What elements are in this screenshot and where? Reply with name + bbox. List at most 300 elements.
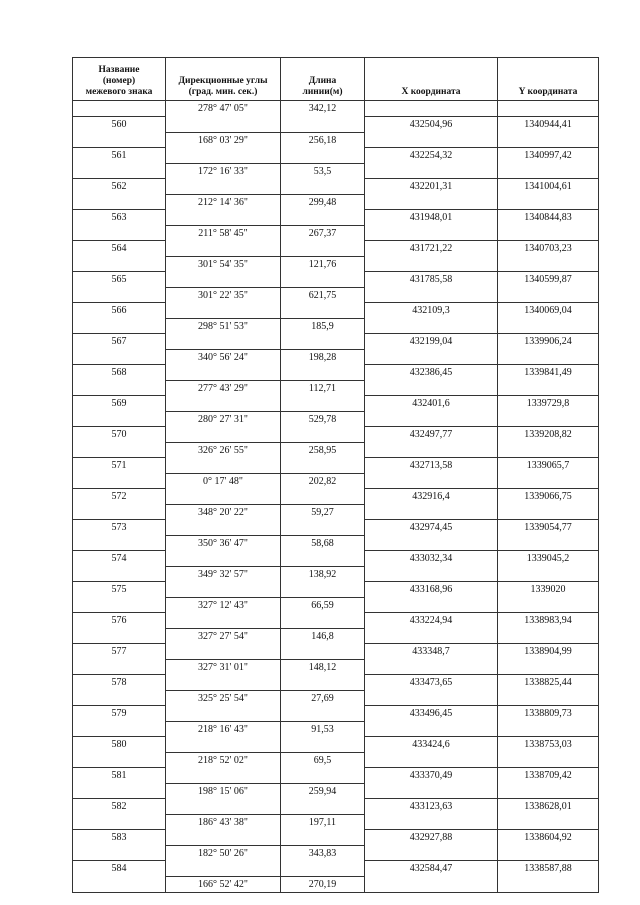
- cell-angle: [166, 427, 281, 443]
- cell-name: [73, 287, 166, 303]
- cell-name: 577: [73, 644, 166, 660]
- cell-name: [73, 380, 166, 396]
- cell-x: [365, 101, 498, 117]
- table-row-segment: [73, 132, 599, 148]
- table-row-segment: [73, 876, 599, 892]
- cell-x: 433224,94: [365, 613, 498, 629]
- cell-y: 1340703,23: [498, 241, 599, 257]
- cell-angle: 301° 54' 35": [166, 256, 281, 272]
- cell-angle: [166, 861, 281, 877]
- table-row-segment: [73, 442, 599, 458]
- cell-x: 432109,3: [365, 303, 498, 319]
- cell-x: [365, 752, 498, 768]
- cell-name: 580: [73, 737, 166, 753]
- cell-length: [281, 489, 365, 505]
- cell-length: 299,48: [281, 194, 365, 210]
- cell-length: [281, 303, 365, 319]
- cell-x: [365, 411, 498, 427]
- cell-length: [281, 861, 365, 877]
- table-row-segment: [73, 628, 599, 644]
- cell-x: 431948,01: [365, 210, 498, 226]
- cell-y: [498, 876, 599, 892]
- table-row-point: [73, 830, 599, 846]
- cell-x: [365, 566, 498, 582]
- cell-y: 1341004,61: [498, 179, 599, 195]
- cell-length: 258,95: [281, 442, 365, 458]
- cell-y: 1339020: [498, 582, 599, 598]
- cell-length: 259,94: [281, 783, 365, 799]
- cell-y: [498, 194, 599, 210]
- cell-x: 432713,58: [365, 458, 498, 474]
- cell-x: 433496,45: [365, 706, 498, 722]
- table-row-segment: [73, 163, 599, 179]
- cell-length: [281, 830, 365, 846]
- cell-angle: 298° 51' 53": [166, 318, 281, 334]
- cell-angle: 198° 15' 06": [166, 783, 281, 799]
- cell-angle: [166, 613, 281, 629]
- cell-length: 148,12: [281, 659, 365, 675]
- table-row-point: [73, 737, 599, 753]
- cell-x: 433168,96: [365, 582, 498, 598]
- cell-name: 567: [73, 334, 166, 350]
- table-row-segment: [73, 690, 599, 706]
- cell-y: 1340997,42: [498, 148, 599, 164]
- cell-angle: 278° 47' 05": [166, 101, 281, 117]
- cell-length: 198,28: [281, 349, 365, 365]
- cell-name: [73, 473, 166, 489]
- table-row-point: [73, 489, 599, 505]
- cell-y: [498, 752, 599, 768]
- cell-x: 432584,47: [365, 861, 498, 877]
- cell-y: [498, 256, 599, 272]
- cell-angle: [166, 179, 281, 195]
- table-row-segment: [73, 752, 599, 768]
- cell-angle: 327° 12' 43": [166, 597, 281, 613]
- cell-x: 432199,04: [365, 334, 498, 350]
- cell-x: 432254,32: [365, 148, 498, 164]
- cell-x: [365, 194, 498, 210]
- cell-angle: [166, 799, 281, 815]
- cell-y: 1339045,2: [498, 551, 599, 567]
- cell-angle: 211° 58' 45": [166, 225, 281, 241]
- cell-name: [73, 659, 166, 675]
- cell-angle: 0° 17' 48": [166, 473, 281, 489]
- cell-name: 576: [73, 613, 166, 629]
- cell-length: 197,11: [281, 814, 365, 830]
- cell-angle: 182° 50' 26": [166, 845, 281, 861]
- cell-name: 579: [73, 706, 166, 722]
- cell-x: 431721,22: [365, 241, 498, 257]
- cell-angle: [166, 520, 281, 536]
- cell-x: 432916,4: [365, 489, 498, 505]
- cell-length: [281, 768, 365, 784]
- cell-length: 185,9: [281, 318, 365, 334]
- cell-length: 270,19: [281, 876, 365, 892]
- cell-x: [365, 659, 498, 675]
- cell-y: [498, 535, 599, 551]
- table-row-segment: [73, 318, 599, 334]
- header-name: Название (номер) межевого знака: [73, 58, 166, 101]
- cell-name: [73, 349, 166, 365]
- cell-y: 1339729,8: [498, 396, 599, 412]
- cell-y: 1339066,75: [498, 489, 599, 505]
- header-y: Y координата: [498, 58, 599, 101]
- cell-y: 1338753,03: [498, 737, 599, 753]
- cell-name: 572: [73, 489, 166, 505]
- table-row-segment: [73, 473, 599, 489]
- table-row-segment: [73, 349, 599, 365]
- cell-angle: 349° 32' 57": [166, 566, 281, 582]
- cell-angle: [166, 458, 281, 474]
- cell-x: [365, 504, 498, 520]
- cell-y: [498, 442, 599, 458]
- table-row-point: [73, 768, 599, 784]
- cell-y: 1338809,73: [498, 706, 599, 722]
- cell-x: 433032,34: [365, 551, 498, 567]
- cell-length: [281, 179, 365, 195]
- cell-length: 343,83: [281, 845, 365, 861]
- cell-angle: 168° 03' 29": [166, 132, 281, 148]
- cell-x: 432504,96: [365, 117, 498, 133]
- cell-angle: 172° 16' 33": [166, 163, 281, 179]
- cell-angle: 218° 52' 02": [166, 752, 281, 768]
- table-row-segment: [73, 721, 599, 737]
- cell-angle: 301° 22' 35": [166, 287, 281, 303]
- cell-name: [73, 566, 166, 582]
- cell-x: [365, 721, 498, 737]
- cell-length: 91,53: [281, 721, 365, 737]
- cell-angle: 327° 31' 01": [166, 659, 281, 675]
- cell-angle: 166° 52' 42": [166, 876, 281, 892]
- cell-length: 342,12: [281, 101, 365, 117]
- cell-x: [365, 318, 498, 334]
- cell-y: [498, 225, 599, 241]
- cell-angle: [166, 396, 281, 412]
- cell-length: [281, 334, 365, 350]
- cell-name: [73, 132, 166, 148]
- cell-name: [73, 163, 166, 179]
- cell-y: 1338825,44: [498, 675, 599, 691]
- cell-length: 202,82: [281, 473, 365, 489]
- cell-angle: 325° 25' 54": [166, 690, 281, 706]
- cell-x: [365, 783, 498, 799]
- cell-name: [73, 752, 166, 768]
- table-row-point: [73, 272, 599, 288]
- cell-name: [73, 597, 166, 613]
- cell-y: [498, 287, 599, 303]
- cell-y: [498, 504, 599, 520]
- cell-name: 570: [73, 427, 166, 443]
- cell-name: 582: [73, 799, 166, 815]
- cell-name: [73, 225, 166, 241]
- cell-angle: [166, 582, 281, 598]
- table-row-segment: [73, 535, 599, 551]
- cell-length: [281, 396, 365, 412]
- cell-name: [73, 411, 166, 427]
- cell-length: 267,37: [281, 225, 365, 241]
- table-row-point: [73, 396, 599, 412]
- cell-name: 574: [73, 551, 166, 567]
- cell-y: 1338983,94: [498, 613, 599, 629]
- cell-y: [498, 659, 599, 675]
- cell-name: 563: [73, 210, 166, 226]
- cell-angle: [166, 830, 281, 846]
- cell-x: 432401,6: [365, 396, 498, 412]
- cell-x: [365, 814, 498, 830]
- cell-y: [498, 845, 599, 861]
- cell-length: 112,71: [281, 380, 365, 396]
- cell-angle: 277° 43' 29": [166, 380, 281, 396]
- header-length: Длина линии(м): [281, 58, 365, 101]
- table-row-point: [73, 334, 599, 350]
- cell-length: [281, 117, 365, 133]
- cell-y: [498, 690, 599, 706]
- cell-x: 432927,88: [365, 830, 498, 846]
- cell-y: [498, 132, 599, 148]
- cell-y: [498, 349, 599, 365]
- cell-length: 121,76: [281, 256, 365, 272]
- cell-name: 581: [73, 768, 166, 784]
- cell-angle: [166, 706, 281, 722]
- table-row-segment: [73, 814, 599, 830]
- cell-length: [281, 365, 365, 381]
- cell-name: 568: [73, 365, 166, 381]
- cell-angle: 212° 14' 36": [166, 194, 281, 210]
- cell-x: 431785,58: [365, 272, 498, 288]
- table-row-point: [73, 861, 599, 877]
- cell-name: 562: [73, 179, 166, 195]
- table-row-point: [73, 241, 599, 257]
- cell-y: [498, 566, 599, 582]
- cell-length: [281, 675, 365, 691]
- cell-angle: [166, 489, 281, 505]
- table-row-point: [73, 706, 599, 722]
- cell-y: 1339906,24: [498, 334, 599, 350]
- table-body: [73, 101, 599, 893]
- cell-length: 66,59: [281, 597, 365, 613]
- table-row-segment: [73, 287, 599, 303]
- cell-angle: [166, 334, 281, 350]
- cell-length: 69,5: [281, 752, 365, 768]
- cell-name: 584: [73, 861, 166, 877]
- cell-y: [498, 163, 599, 179]
- table-row-point: [73, 117, 599, 133]
- cell-length: [281, 241, 365, 257]
- cell-name: 561: [73, 148, 166, 164]
- cell-name: 575: [73, 582, 166, 598]
- cell-x: 432386,45: [365, 365, 498, 381]
- table-row-point: [73, 210, 599, 226]
- cell-angle: [166, 768, 281, 784]
- cell-name: 566: [73, 303, 166, 319]
- cell-name: [73, 318, 166, 334]
- cell-x: 433424,6: [365, 737, 498, 753]
- cell-y: [498, 318, 599, 334]
- cell-y: 1338587,88: [498, 861, 599, 877]
- cell-name: 565: [73, 272, 166, 288]
- cell-angle: [166, 117, 281, 133]
- cell-name: [73, 628, 166, 644]
- cell-name: [73, 442, 166, 458]
- cell-x: [365, 535, 498, 551]
- cell-angle: 218° 16' 43": [166, 721, 281, 737]
- cell-y: [498, 473, 599, 489]
- cell-x: 433348,7: [365, 644, 498, 660]
- cell-name: [73, 256, 166, 272]
- cell-y: [498, 814, 599, 830]
- cell-angle: 340° 56' 24": [166, 349, 281, 365]
- cell-length: 27,69: [281, 690, 365, 706]
- table-row-point: [73, 799, 599, 815]
- cell-name: 560: [73, 117, 166, 133]
- cell-name: [73, 783, 166, 799]
- cell-name: [73, 690, 166, 706]
- cell-x: [365, 163, 498, 179]
- table-row-point: [73, 613, 599, 629]
- cell-x: [365, 473, 498, 489]
- cell-length: [281, 706, 365, 722]
- cell-x: [365, 628, 498, 644]
- cell-x: [365, 225, 498, 241]
- table-header: [73, 58, 599, 101]
- cell-length: [281, 427, 365, 443]
- table-row-point: [73, 303, 599, 319]
- cell-x: 432201,31: [365, 179, 498, 195]
- cell-length: 146,8: [281, 628, 365, 644]
- cell-name: [73, 101, 166, 117]
- cell-name: [73, 814, 166, 830]
- cell-y: 1339208,82: [498, 427, 599, 443]
- table-row-segment: [73, 597, 599, 613]
- cell-angle: 186° 43' 38": [166, 814, 281, 830]
- table-row-segment: [73, 225, 599, 241]
- cell-x: [365, 256, 498, 272]
- cell-y: [498, 380, 599, 396]
- cell-length: [281, 148, 365, 164]
- table-row-point: [73, 551, 599, 567]
- cell-y: [498, 411, 599, 427]
- cell-y: [498, 721, 599, 737]
- cell-angle: [166, 272, 281, 288]
- cell-angle: 280° 27' 31": [166, 411, 281, 427]
- cell-angle: [166, 241, 281, 257]
- cell-length: 59,27: [281, 504, 365, 520]
- table-row-segment: [73, 194, 599, 210]
- table-row-point: [73, 644, 599, 660]
- cell-name: [73, 721, 166, 737]
- coordinates-table: [72, 57, 599, 893]
- table-row-point: [73, 365, 599, 381]
- cell-length: [281, 613, 365, 629]
- cell-angle: 350° 36' 47": [166, 535, 281, 551]
- table-row-segment: [73, 659, 599, 675]
- cell-y: 1339065,7: [498, 458, 599, 474]
- table-row-point: [73, 148, 599, 164]
- cell-name: [73, 504, 166, 520]
- cell-length: 138,92: [281, 566, 365, 582]
- cell-length: [281, 520, 365, 536]
- cell-y: [498, 101, 599, 117]
- cell-y: 1339054,77: [498, 520, 599, 536]
- cell-x: [365, 287, 498, 303]
- table-row-point: [73, 427, 599, 443]
- cell-length: [281, 799, 365, 815]
- table-row-point: [73, 582, 599, 598]
- table-row-segment: [73, 256, 599, 272]
- table-row-segment: [73, 504, 599, 520]
- cell-length: 58,68: [281, 535, 365, 551]
- table-row-segment: [73, 783, 599, 799]
- cell-angle: [166, 551, 281, 567]
- cell-x: 433123,63: [365, 799, 498, 815]
- cell-x: [365, 690, 498, 706]
- header-x: X координата: [365, 58, 498, 101]
- cell-x: [365, 597, 498, 613]
- cell-name: 571: [73, 458, 166, 474]
- cell-length: [281, 210, 365, 226]
- cell-length: [281, 737, 365, 753]
- cell-x: 433473,65: [365, 675, 498, 691]
- cell-length: 529,78: [281, 411, 365, 427]
- cell-name: [73, 876, 166, 892]
- cell-length: [281, 582, 365, 598]
- cell-name: 569: [73, 396, 166, 412]
- cell-y: 1338904,99: [498, 644, 599, 660]
- cell-angle: 326° 26' 55": [166, 442, 281, 458]
- cell-length: 621,75: [281, 287, 365, 303]
- cell-angle: 327° 27' 54": [166, 628, 281, 644]
- cell-length: [281, 644, 365, 660]
- cell-angle: [166, 737, 281, 753]
- cell-x: 433370,49: [365, 768, 498, 784]
- cell-y: [498, 597, 599, 613]
- cell-length: [281, 551, 365, 567]
- cell-angle: [166, 675, 281, 691]
- cell-name: 578: [73, 675, 166, 691]
- cell-y: 1338628,01: [498, 799, 599, 815]
- cell-angle: [166, 210, 281, 226]
- cell-name: [73, 535, 166, 551]
- cell-x: 432974,45: [365, 520, 498, 536]
- table-row-point: [73, 675, 599, 691]
- cell-x: [365, 380, 498, 396]
- cell-angle: [166, 148, 281, 164]
- cell-name: [73, 194, 166, 210]
- cell-angle: [166, 365, 281, 381]
- cell-y: 1340599,87: [498, 272, 599, 288]
- cell-x: [365, 442, 498, 458]
- cell-length: [281, 272, 365, 288]
- cell-length: 53,5: [281, 163, 365, 179]
- cell-x: [365, 876, 498, 892]
- cell-x: 432497,77: [365, 427, 498, 443]
- cell-angle: [166, 303, 281, 319]
- cell-name: 583: [73, 830, 166, 846]
- table-row-point: [73, 179, 599, 195]
- table-row-segment: [73, 101, 599, 117]
- cell-length: [281, 458, 365, 474]
- cell-y: 1338604,92: [498, 830, 599, 846]
- cell-name: 564: [73, 241, 166, 257]
- table-row-segment: [73, 411, 599, 427]
- cell-y: [498, 628, 599, 644]
- cell-angle: 348° 20' 22": [166, 504, 281, 520]
- table-row-point: [73, 458, 599, 474]
- cell-y: 1340069,04: [498, 303, 599, 319]
- header-angle: Дирекционные углы (град. мин. сек.): [166, 58, 281, 101]
- table-row-segment: [73, 380, 599, 396]
- table-row-segment: [73, 845, 599, 861]
